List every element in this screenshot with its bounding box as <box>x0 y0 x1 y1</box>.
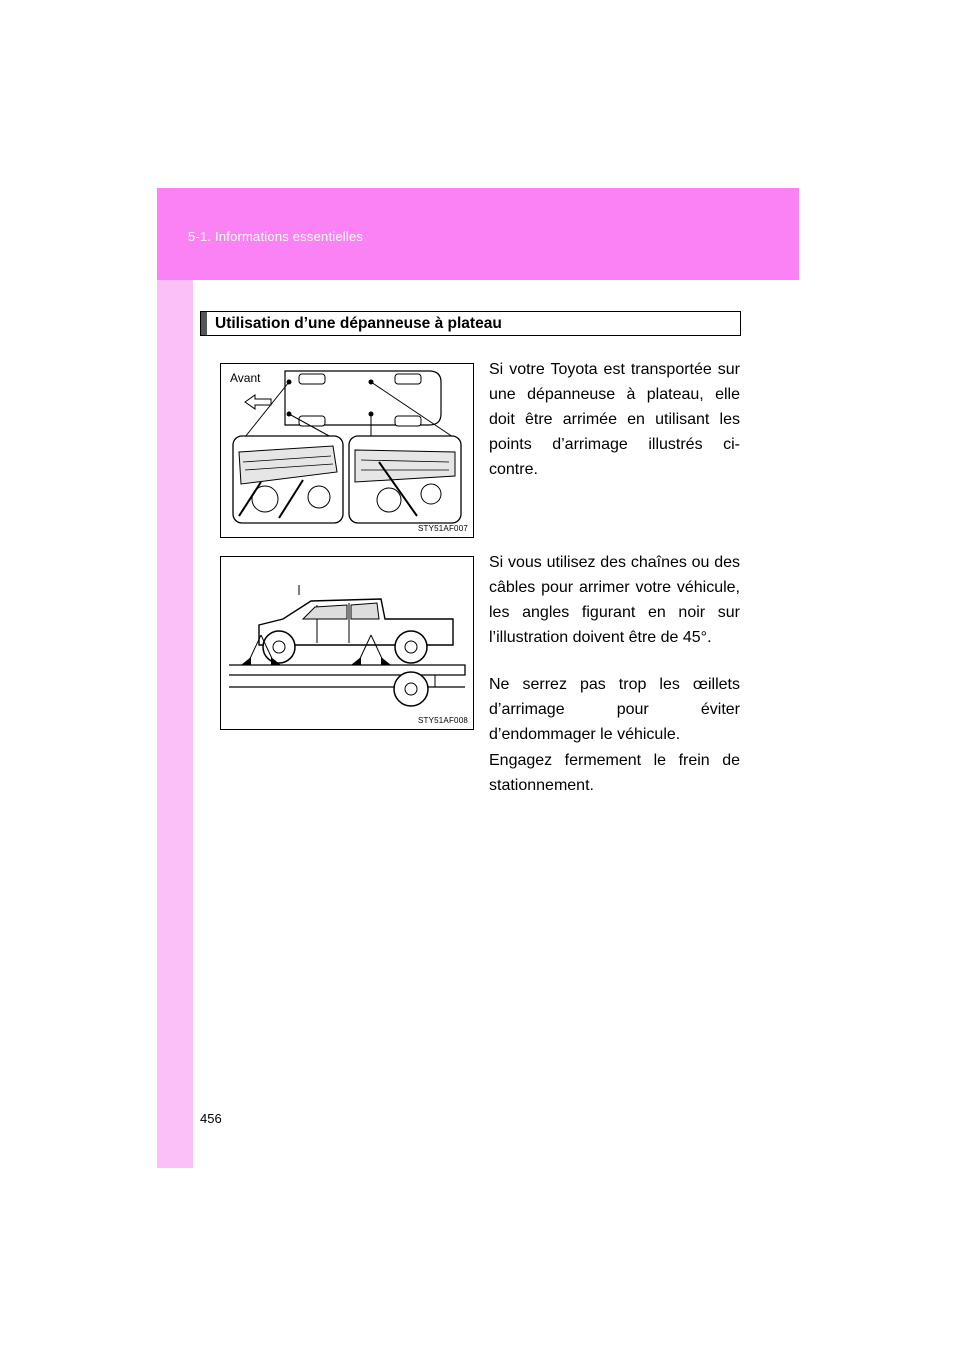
front-direction-label: Avant <box>230 371 261 385</box>
section-label: 5-1. Informations essentielles <box>188 229 364 244</box>
figure-code: STY51AF007 <box>417 524 468 533</box>
tie-down-points-illustration <box>220 363 474 538</box>
page-number: 456 <box>200 1111 222 1126</box>
paragraph-tie-down-eyelets: Ne serrez pas trop les œillets d’arrimage pour éviter d’endommager le véhicule. <box>489 676 740 743</box>
paragraph-parking-brake: Engagez fermement le frein de stationnement. <box>489 752 740 794</box>
flatbed-drawing <box>221 557 473 729</box>
section-heading <box>200 311 741 336</box>
side-tab-band <box>157 280 193 1168</box>
tie-down-points-drawing <box>221 364 473 537</box>
vehicle-on-flatbed-illustration <box>220 556 474 730</box>
figure-code: STY51AF008 <box>417 716 468 725</box>
section-heading-text: Utilisation d’une dépanneuse à plateau <box>215 315 502 332</box>
paragraph-chain-angles: Si vous utilisez des chaînes ou des câbles pour arrimer votre véhicule, les angles figurant en noir sur l’illustration doivent être de 45°. <box>489 554 740 646</box>
paragraph-tie-down-points: Si votre Toyota est transportée sur une dépanneuse à plateau, elle doit être arrimée en utilisant les points d’arrimage illustrés ci-contre. <box>489 361 740 478</box>
heading-marker <box>201 312 207 335</box>
